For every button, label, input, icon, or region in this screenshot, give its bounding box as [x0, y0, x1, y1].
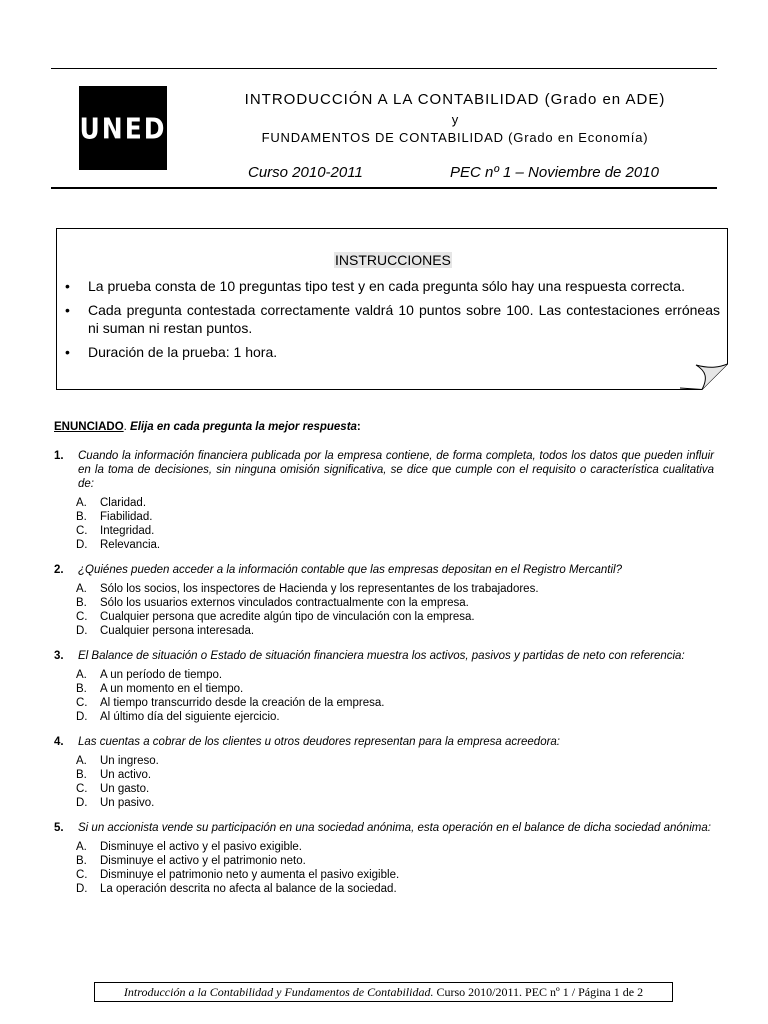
answer-option: [76, 624, 714, 638]
option-letter: A.: [76, 669, 87, 681]
option-text: Disminuye el patrimonio neto y aumenta el pasivo exigible.: [100, 869, 400, 881]
answer-option: [76, 768, 714, 782]
answer-options: [76, 840, 714, 896]
enunciado-colon: :: [356, 421, 361, 433]
answer-option: [76, 796, 714, 810]
uned-logo: [79, 86, 167, 170]
option-text: Sólo los socios, los inspectores de Hacienda y los representantes de los trabajadores.: [100, 583, 539, 595]
option-text: Fiabilidad.: [100, 511, 153, 523]
logo-text: UNED: [79, 111, 167, 145]
question-number: 5.: [54, 822, 64, 834]
option-letter: D.: [76, 711, 88, 723]
answer-option: [76, 682, 714, 696]
option-text: Un pasivo.: [100, 797, 155, 809]
instruction-item: [64, 343, 720, 361]
answer-option: [76, 538, 714, 552]
option-text: Un activo.: [100, 769, 152, 781]
instructions-title: INSTRUCCIONES: [335, 252, 451, 268]
option-letter: A.: [76, 755, 87, 767]
footer-page-info: Curso 2010/2011. PEC nº 1 / Página 1 de 2: [433, 984, 644, 999]
instruction-item: [64, 277, 720, 295]
answer-option: [76, 496, 714, 510]
question-text: Cuando la información financiera publicada por la empresa contiene, de forma completa, todos los datos que pueden influir en la toma de decisiones, sin ninguna omisión significativa, se dice que cumple con el requisito o característica cualitativa de:: [78, 450, 714, 490]
option-text: Claridad.: [100, 497, 147, 509]
question-number: 4.: [54, 736, 64, 748]
enunciado-text: Elija en cada pregunta la mejor respuesta: [130, 421, 357, 433]
answer-options: [76, 668, 714, 724]
course-title-ade: INTRODUCCIÓN A LA CONTABILIDAD (Grado en ADE): [244, 91, 666, 108]
question-text: Las cuentas a cobrar de los clientes u otros deudores representan para la empresa acreedora:: [78, 736, 561, 748]
pec-label: PEC nº 1 – Noviembre de 2010: [450, 164, 659, 181]
answer-option: [76, 840, 714, 854]
option-text: Integridad.: [100, 525, 155, 537]
question-text: Si un accionista vende su participación en una sociedad anónima, esta operación en el balance de dicha sociedad anónima:: [78, 822, 711, 834]
instructions-box: [56, 228, 728, 390]
option-text: Disminuye el activo y el pasivo exigible.: [100, 841, 302, 853]
answer-option: [76, 582, 714, 596]
option-letter: B.: [76, 597, 87, 609]
course-title-economia: FUNDAMENTOS DE CONTABILIDAD (Grado en Economía): [261, 130, 649, 145]
answer-option: [76, 668, 714, 682]
answer-option: [76, 510, 714, 524]
option-letter: B.: [76, 769, 87, 781]
answer-option: [76, 782, 714, 796]
option-text: Al último día del siguiente ejercicio.: [100, 711, 280, 723]
option-text: A un momento en el tiempo.: [100, 683, 244, 695]
answer-option: [76, 882, 714, 896]
question-3: [54, 649, 714, 724]
title-conjunction: y: [451, 112, 459, 127]
option-text: Cualquier persona que acredite algún tipo de vinculación con la empresa.: [100, 611, 475, 623]
bullet-icon: •: [65, 344, 70, 360]
bullet-icon: •: [65, 278, 70, 294]
option-text: Un gasto.: [100, 783, 150, 795]
academic-year: Curso 2010-2011: [248, 164, 363, 181]
option-text: Sólo los usuarios externos vinculados contractualmente con la empresa.: [100, 597, 469, 609]
option-letter: D.: [76, 539, 88, 551]
answer-option: [76, 610, 714, 624]
header-rule: [51, 187, 717, 189]
question-list: [54, 449, 714, 907]
option-letter: C.: [76, 611, 88, 623]
answer-options: [76, 582, 714, 638]
option-letter: D.: [76, 625, 88, 637]
option-letter: C.: [76, 783, 88, 795]
option-letter: A.: [76, 841, 87, 853]
option-text: A un período de tiempo.: [100, 669, 223, 681]
option-letter: B.: [76, 683, 87, 695]
top-rule: [51, 68, 717, 69]
question-number: 1.: [54, 450, 64, 462]
question-2: [54, 563, 714, 638]
instruction-text: La prueba consta de 10 preguntas tipo test y en cada pregunta sólo hay una respuesta correcta.: [88, 278, 685, 294]
answer-option: [76, 696, 714, 710]
answer-option: [76, 868, 714, 882]
option-text: Relevancia.: [100, 539, 161, 551]
question-1: [54, 449, 714, 552]
option-text: Un ingreso.: [100, 755, 159, 767]
enunciado-label: ENUNCIADO: [54, 421, 124, 433]
option-letter: A.: [76, 497, 87, 509]
option-letter: A.: [76, 583, 87, 595]
option-letter: D.: [76, 797, 88, 809]
answer-options: [76, 754, 714, 810]
option-text: Disminuye el activo y el patrimonio neto.: [100, 855, 306, 867]
question-text: ¿Quiénes pueden acceder a la información contable que las empresas depositan en el Registro Mercantil?: [78, 564, 623, 576]
answer-option: [76, 854, 714, 868]
page-footer: [94, 982, 673, 1002]
answer-option: [76, 596, 714, 610]
option-letter: C.: [76, 869, 88, 881]
enunciado-separator: .: [123, 421, 131, 433]
answer-options: [76, 496, 714, 552]
instructions-list: [64, 277, 720, 367]
question-5: [54, 821, 714, 896]
question-text: El Balance de situación o Estado de situación financiera muestra los activos, pasivos y partidas de neto con referencia:: [78, 650, 685, 662]
option-text: Cualquier persona interesada.: [100, 625, 255, 637]
instruction-item: [64, 301, 720, 337]
option-text: La operación descrita no afecta al balance de la sociedad.: [100, 883, 397, 895]
answer-option: [76, 524, 714, 538]
option-letter: C.: [76, 525, 88, 537]
option-letter: D.: [76, 883, 88, 895]
option-text: Al tiempo transcurrido desde la creación de la empresa.: [100, 697, 385, 709]
answer-option: [76, 710, 714, 724]
option-letter: B.: [76, 855, 87, 867]
instruction-text: Duración de la prueba: 1 hora.: [88, 344, 278, 360]
option-letter: C.: [76, 697, 88, 709]
answer-option: [76, 754, 714, 768]
question-4: [54, 735, 714, 810]
instruction-text: Cada pregunta contestada correctamente valdrá 10 puntos sobre 100. Las contestaciones erróneas ni suman ni restan puntos.: [88, 302, 720, 336]
enunciado: [54, 421, 361, 433]
bullet-icon: •: [65, 302, 70, 318]
question-number: 3.: [54, 650, 64, 662]
option-letter: B.: [76, 511, 87, 523]
question-number: 2.: [54, 564, 64, 576]
footer-course-names: Introducción a la Contabilidad y Fundamentos de Contabilidad.: [123, 984, 434, 999]
